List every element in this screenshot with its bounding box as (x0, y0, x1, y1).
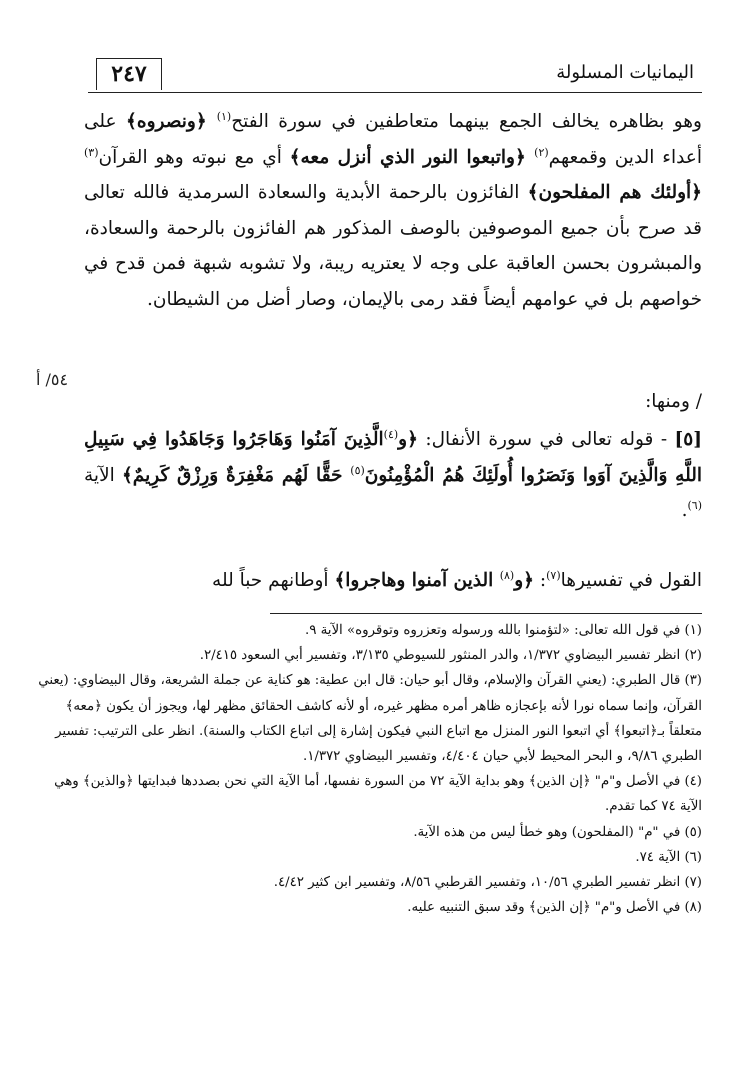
page-number: ٢٤٧ (111, 61, 147, 87)
footnote-text: في قول الله تعالى: «لتؤمنوا بالله ورسوله وتعزروه وتوقروه» الآية ٩. (305, 623, 681, 638)
running-title: اليمانيات المسلولة (556, 62, 694, 83)
body-text-2 (84, 384, 702, 420)
text-run: : (534, 570, 547, 591)
footnote (34, 618, 702, 643)
footnote (34, 668, 702, 769)
text-run: الفائزون بالرحمة الأبدية والسعادة السرمدية فالله تعالى قد صرح بأن جميع الموصوفين بالوصف المذكور هم الفائزون بالرحمة والسعادة، والمبشرون بحسن العاقبة على وجه لا يعتريه ريبة، ولا تشوبه شبهة فمن قدح في خواصهم بل في عوامهم أيضاً فقد رمى بالإيمان، وصار أضل من الشيطان. (84, 182, 702, 310)
quoted-verse: الَّذِينَ آمَنُوا وَهَاجَرُوا وَجَاهَدُوا فِي سَبِيلِ اللَّهِ وَالَّذِينَ آوَوا وَنَصَرُوا أُولَئِكَ هُمُ الْمُؤْمِنُونَ (84, 429, 702, 486)
text-run: أوطانهم حباً لله (212, 570, 335, 591)
footnote-text: انظر تفسير البيضاوي ١/٣٧٢، والدر المنثور للسيوطي ٣/١٣٥، وتفسير أبي السعود ٢/٤١٥. (199, 648, 681, 664)
paragraph-4 (84, 563, 702, 599)
text-run: القول في تفسيرها (560, 570, 702, 591)
paragraph-1 (84, 104, 702, 317)
footnote-text: الآية ٧٤. (635, 849, 681, 865)
footnote-ref: (١) (216, 109, 232, 123)
quoted-verse: ﴿ونصروه﴾ (126, 111, 217, 132)
body-text (84, 104, 702, 317)
quoted-verse: ﴿و (514, 570, 534, 591)
footnote-number: (٤) (680, 774, 702, 790)
footnote-number: (٨) (680, 900, 702, 916)
footnote-text: انظر تفسير الطبري ١٠/٥٦، وتفسير القرطبي ٨/٥٦، وتفسير ابن كثير ٤/٤٢. (273, 875, 681, 891)
footnote-number: (٢) (680, 648, 702, 664)
footnote-ref: (٥) (350, 463, 365, 477)
footnote-text: قال الطبري: (يعني القرآن والإسلام، وقال أبو حيان: قال ابن عطية: هو كناية عن جملة الشريعة، وقال البيضاوي: (يعني القرآن، وإنما سماه نورا لأنه بإعجازه ظاهر أمره مظهر غيره، أو لأنه كاشف الحقائق مظهر لها، ويجوز أن يكون ﴿معه﴾ متعلقاً بـ﴿اتبعوا﴾ أي اتبعوا النور المنزل مع اتباع النبي فيكون إشارة إلى اتباع الكتاب والسنة). انظر على الترتيب: تفسير الطبري ٩/٨٦، و البحر المحيط لأبي حيان ٤/٤٠٤، وتفسير البيضاوي ١/٣٧٢. (38, 673, 702, 765)
quoted-verse: [٥] (674, 429, 702, 450)
footnote (34, 895, 702, 920)
quoted-verse: ﴿أولئك هم المفلحون﴾ (527, 182, 702, 203)
body-text-3 (84, 422, 702, 529)
footnote-number: (٣) (680, 673, 702, 689)
quoted-verse: ﴿واتبعوا النور الذي أنزل معه﴾ (289, 146, 535, 168)
quoted-verse: ﴿و (398, 429, 418, 450)
header-rule (88, 92, 702, 93)
footnote-separator (270, 613, 702, 614)
footnote-ref: (٣) (84, 145, 99, 159)
footnotes (34, 618, 702, 920)
footnote-number: (٥) (680, 824, 702, 840)
text-run: على أعداء الدين وقمعهم (84, 111, 702, 168)
text-run: . (681, 500, 688, 521)
footnote (34, 845, 702, 870)
footnote-number: (١) (680, 623, 702, 638)
footnote-ref: (٧) (546, 568, 561, 582)
paragraph-3 (84, 422, 702, 529)
body-text-4 (84, 563, 702, 599)
page-number-box (96, 58, 162, 90)
footnote-ref: (٢) (534, 145, 549, 159)
quoted-verse: الذين آمنوا وهاجروا﴾ (334, 570, 500, 591)
footnote (34, 643, 702, 668)
quoted-verse: حَقًّا لَهُم مَغْفِرَةٌ وَرِزْقٌ كَرِيمٌ﴾ (121, 464, 351, 486)
footnote-ref: (٦) (687, 498, 702, 512)
footnote (34, 769, 702, 819)
text-run: / ومنها: (645, 391, 702, 412)
footnote-number: (٧) (680, 875, 702, 891)
footnote (34, 820, 702, 845)
footnote-text: في الأصل و"م" ﴿إن الذين﴾ وهو بداية الآية ٧٢ من السورة نفسها، أما الآية التي نحن بصددها فبدايتها ﴿والذين﴾ وهي الآية ٧٤ كما تقدم. (54, 774, 702, 815)
footnote-ref: (٨) (499, 568, 515, 582)
text-run: وهو بظاهره يخالف الجمع بينهما متعاطفين في سورة الفتح (231, 111, 702, 132)
footnote-text: في "م" (المفلحون) وهو خطأ ليس من هذه الآية. (413, 824, 681, 840)
text-run: أي مع نبوته وهو القرآن (98, 146, 290, 168)
text-run: - قوله تعالى في سورة الأنفال: (417, 429, 675, 450)
footnote-number: (٦) (680, 849, 702, 865)
text-run: الآية (84, 464, 122, 486)
margin-folio-note: ٥٤/ أ (36, 370, 69, 389)
paragraph-2 (84, 384, 702, 420)
footnote-ref: (٤) (383, 427, 399, 441)
footnote-text: في الأصل و"م" ﴿إن الذين﴾ وقد سبق التنبيه عليه. (407, 900, 681, 916)
footnote (34, 870, 702, 895)
